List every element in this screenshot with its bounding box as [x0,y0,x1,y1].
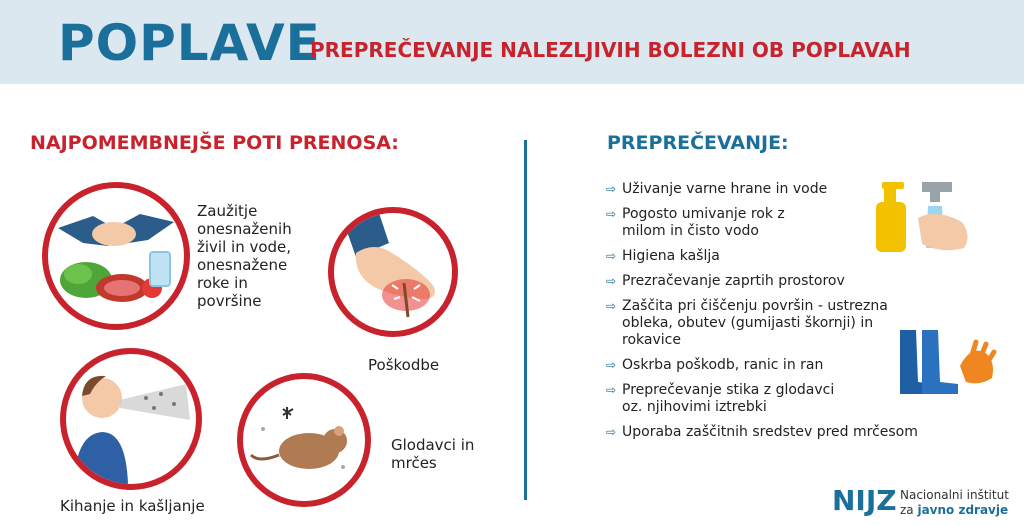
page-title: POPLAVE [58,14,321,72]
foot-injury-icon [328,207,458,337]
list-item: ⇨ Oskrba poškodb, ranic in ran [606,357,824,373]
list-item: ⇨ Uživanje varne hrane in vode [606,181,828,197]
handwashing-icon [872,178,982,258]
arrow-right-icon: ⇨ [606,182,617,196]
arrow-right-icon: ⇨ [606,383,617,397]
transmission-heading: NAJPOMEMBNEJŠE POTI PRENOSA: [30,132,399,154]
arrow-right-icon: ⇨ [606,274,617,288]
boots-gloves-icon [896,326,1000,396]
page-subtitle: PREPREČEVANJE NALEZLJIVIH BOLEZNI OB POPLAVAH [310,38,911,62]
list-item: ⇨ Pogosto umivanje rok z milom in čisto vodo [606,206,785,239]
transmission-label-injury: Poškodbe [368,356,440,374]
arrow-right-icon: ⇨ [606,425,617,439]
arrow-right-icon: ⇨ [606,358,617,372]
transmission-label-rodents: Glodavci in mrčes [391,436,475,472]
list-item: ⇨ Zaščita pri čiščenju površin - ustrezna obleka, obutev (gumijasti škornji) in rokavice [606,298,888,348]
arrow-right-icon: ⇨ [606,249,617,263]
logo-mark: NIJZ [832,484,897,517]
column-divider [524,140,527,500]
sneezing-person-icon [60,348,202,490]
arrow-right-icon: ⇨ [606,207,617,221]
list-item: ⇨ Uporaba zaščitnih sredstev pred mrčesom [606,424,918,440]
transmission-label-sneezing: Kihanje in kašljanje [60,497,205,515]
prevention-heading: PREPREČEVANJE: [607,132,789,154]
list-item: ⇨ Prezračevanje zaprtih prostorov [606,273,845,289]
rodent-insect-icon [237,373,371,507]
header-banner [0,0,1024,84]
list-item: ⇨ Higiena kašlja [606,248,720,264]
arrow-right-icon: ⇨ [606,299,617,313]
nijz-logo [830,480,1010,520]
food-handshake-icon [42,182,190,330]
logo-line1: Nacionalni inštitut [900,488,1009,502]
list-item: ⇨ Preprečevanje stika z glodavci oz. njihovimi iztrebki [606,382,835,415]
logo-line2: za javno zdravje [900,503,1009,517]
transmission-label-food: Zaužitje onesnaženih živil in vode, onesnažene roke in površine [197,202,292,310]
